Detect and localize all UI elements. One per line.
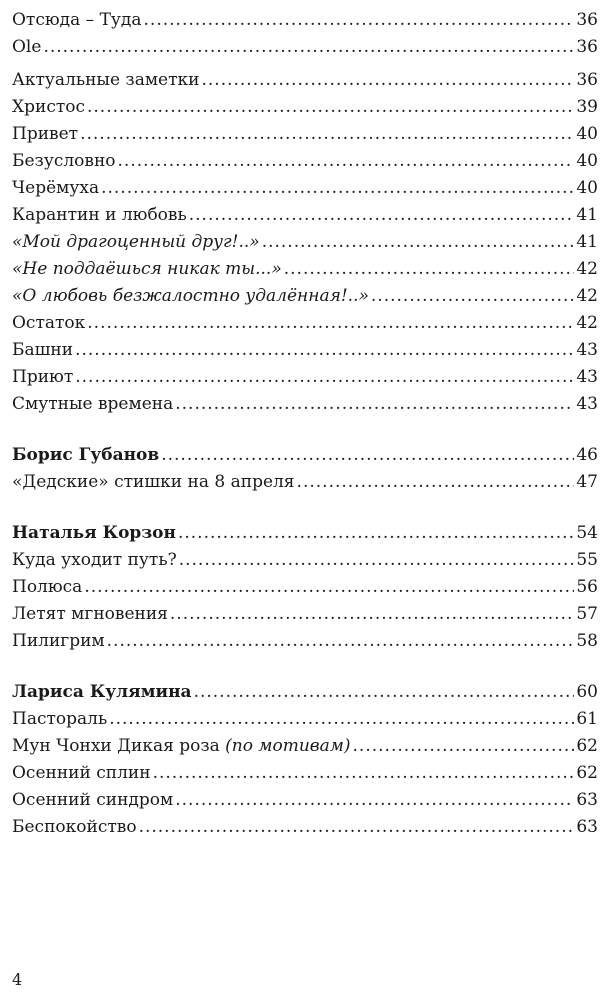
toc-entry-page: 63 [576, 790, 598, 810]
toc-entry [12, 760, 598, 787]
toc-entry-title: Осенний сплин [12, 763, 151, 783]
toc-entry-page: 39 [576, 97, 598, 117]
toc-entry-page: 41 [576, 205, 598, 225]
dot-leader [144, 7, 575, 34]
toc-entry [12, 202, 598, 229]
table-of-contents [12, 7, 598, 841]
toc-author-entry [12, 442, 598, 469]
dot-leader [109, 706, 574, 733]
toc-entry-title: Актуальные заметки [12, 70, 200, 90]
toc-entry [12, 706, 598, 733]
dot-leader [284, 256, 575, 283]
toc-entry-title: Башни [12, 340, 74, 360]
toc-entry-page: 40 [576, 151, 598, 171]
toc-entry-page: 42 [576, 259, 598, 279]
toc-entry-title: Пастораль [12, 709, 108, 729]
toc-entry [12, 7, 598, 34]
dot-leader [87, 94, 574, 121]
toc-entry [12, 310, 598, 337]
toc-entry-title: Куда уходит путь? [12, 550, 177, 570]
toc-entry-page: 62 [576, 763, 598, 783]
toc-entry-page: 63 [576, 817, 598, 837]
toc-entry-page: 36 [576, 10, 598, 30]
toc-entry [12, 469, 598, 496]
toc-entry-page: 36 [576, 37, 598, 57]
dot-leader [201, 67, 574, 94]
toc-entry-page: 56 [576, 577, 598, 597]
toc-entry-page: 42 [576, 286, 598, 306]
dot-leader [107, 628, 575, 655]
toc-entry-title: «Не поддаёшься никак ты...» [12, 259, 282, 279]
toc-entry-title: Беспокойство [12, 817, 137, 837]
toc-entry-title: Пилигрим [12, 631, 105, 651]
toc-entry-title: Безусловно [12, 151, 116, 171]
toc-entry [12, 733, 598, 760]
toc-entry-page: 57 [576, 604, 598, 624]
toc-entry-title [12, 733, 351, 760]
toc-entry-title-note: (по мотивам) [225, 736, 351, 756]
dot-leader [175, 391, 574, 418]
toc-entry [12, 547, 598, 574]
dot-leader [153, 760, 575, 787]
toc-entry [12, 283, 598, 310]
toc-entry-title: Приют [12, 367, 74, 387]
toc-author-name: Лариса Кулямина [12, 682, 192, 702]
toc-entry [12, 628, 598, 655]
dot-leader [80, 121, 574, 148]
toc-entry [12, 601, 598, 628]
toc-entry-title: Смутные времена [12, 394, 174, 414]
toc-entry [12, 787, 598, 814]
toc-entry-title: Летят мгновения [12, 604, 168, 624]
toc-entry-title-main: Мун Чонхи Дикая роза [12, 736, 220, 756]
toc-author-name: Борис Губанов [12, 445, 160, 465]
dot-leader [175, 787, 574, 814]
toc-entry [12, 229, 598, 256]
toc-entry-title: Христос [12, 97, 85, 117]
dot-leader [353, 733, 575, 760]
toc-entry [12, 574, 598, 601]
toc-entry-page: 36 [576, 70, 598, 90]
toc-entry [12, 391, 598, 418]
toc-entry-title: Ole [12, 37, 42, 57]
dot-leader [262, 229, 575, 256]
toc-entry-title: Остаток [12, 313, 86, 333]
dot-leader [75, 337, 574, 364]
toc-entry-title: Карантин и любовь [12, 205, 187, 225]
dot-leader [75, 364, 574, 391]
toc-entry-page: 46 [576, 445, 598, 465]
toc-entry-page: 43 [576, 340, 598, 360]
dot-leader [371, 283, 574, 310]
dot-leader [194, 679, 575, 706]
toc-entry [12, 94, 598, 121]
toc-entry-page: 40 [576, 124, 598, 144]
dot-leader [178, 520, 574, 547]
toc-entry [12, 337, 598, 364]
dot-leader [161, 442, 574, 469]
toc-entry-title: «Мой драгоценный друг!..» [12, 232, 260, 252]
dot-leader [179, 547, 575, 574]
toc-author-name: Наталья Корзон [12, 523, 176, 543]
toc-entry-title: Черёмуха [12, 178, 100, 198]
toc-entry [12, 256, 598, 283]
toc-author-entry [12, 520, 598, 547]
toc-entry [12, 814, 598, 841]
toc-entry-page: 47 [576, 472, 598, 492]
toc-entry [12, 175, 598, 202]
toc-entry-page: 58 [576, 631, 598, 651]
toc-entry-title: Полюса [12, 577, 83, 597]
dot-leader [43, 34, 574, 61]
toc-entry-title: Привет [12, 124, 79, 144]
toc-entry [12, 121, 598, 148]
toc-entry-page: 41 [576, 232, 598, 252]
toc-entry-page: 40 [576, 178, 598, 198]
toc-entry-page: 62 [576, 736, 598, 756]
dot-leader [118, 148, 575, 175]
toc-entry [12, 364, 598, 391]
dot-leader [170, 601, 574, 628]
toc-entry [12, 67, 598, 94]
toc-entry-title: Осенний синдром [12, 790, 174, 810]
toc-entry-title: «Дедские» стишки на 8 апреля [12, 472, 295, 492]
toc-entry-page: 43 [576, 394, 598, 414]
toc-entry-page: 43 [576, 367, 598, 387]
dot-leader [139, 814, 575, 841]
toc-entry-page: 61 [576, 709, 598, 729]
toc-entry [12, 148, 598, 175]
toc-author-entry [12, 679, 598, 706]
toc-entry-page: 42 [576, 313, 598, 333]
toc-entry-page: 60 [576, 682, 598, 702]
dot-leader [297, 469, 575, 496]
toc-entry-page: 55 [576, 550, 598, 570]
toc-entry [12, 34, 598, 61]
dot-leader [101, 175, 574, 202]
dot-leader [84, 574, 574, 601]
dot-leader [189, 202, 575, 229]
toc-entry-title: «О любовь безжалостно удалённая!..» [12, 286, 369, 306]
page-number: 4 [12, 970, 23, 989]
toc-entry-title: Отсюда – Туда [12, 10, 142, 30]
dot-leader [87, 310, 574, 337]
toc-entry-page: 54 [576, 523, 598, 543]
